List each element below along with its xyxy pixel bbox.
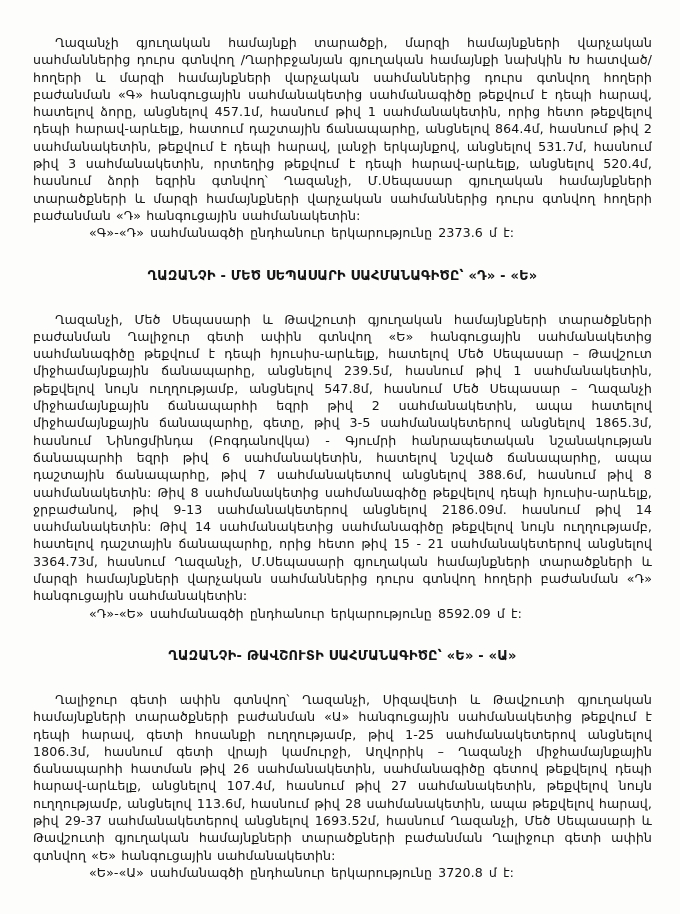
section-heading-ghazanchi-tavshut: ՂԱԶԱՆՉԻ- ԹԱՎՇՈՒՏԻ ՍԱՀՄԱՆԱԳԻԾԸ՝ «Ե» - «Ա» [168, 648, 517, 664]
paragraph-boundary-g-d: Ղազանչի գյուղական համայնքի տարածքի, մարզի համայնքների վարչական սահմաններից դուրս գտնվող /Ղարիբջանյան գյուղական համայնքի նախկին Խ հատված/ հողերի և մարզի համայնքների վարչական սահմաններից դուրս գտնվող հողերի բաժանման «Գ» հանգուցային սահմանակետից սահմանագիծը թեքվում է դեպի հարավ, հատելով ձորը, անցնելով 457.1մ, հասնում թիվ 1 սահմանակետին, որից հետո թեքվելով դեպի հարավ-արևելք, հատում դաշտային ճանապարհը, անցնելով 864.4մ, հասնում թիվ 2 սահմանակետին, թեքվում է դեպի հարավ, լանջի երկայնքով, անցնելով 531.7մ, հասնում թիվ 3 սահմանակետին, որտեղից թեքվում է դեպի հարավ-արևելք, անցնելով 520.4մ, հասնում ձորի եզրին գտնվող՝ Ղազանչի, Մ.Սեպասար գյուղական համայնքների տարածքների և մարզի համայնքների վարչական սահմաններից դուրս գտնվող հողերի բաժանման «Դ» հանգուցային սահմանակետին: [33, 35, 652, 223]
length-line-d-e: «Դ»-«Ե» սահմանագծի ընդհանուր երկարությունը 8592.09 մ է: [89, 605, 522, 621]
section-heading-ghazanchi-mets-sepasar: ՂԱԶԱՆՉԻ - ՄԵԾ ՍԵՊԱՍԱՐԻ ՍԱՀՄԱՆԱԳԻԾԸ՝ «Դ» - «Ե» [147, 268, 538, 284]
paragraph-boundary-e-a: Ղալիջուր գետի ափին գտնվող՝ Ղազանչի, Սիզավետի և Թավշուտի գյուղական համայնքների տարածքների բաժանման «Ա» հանգուցային սահմանակետից թեքվում է դեպի հարավ, գետի հոսանքի ուղղությամբ, թիվ 1-25 սահմանակետերով անցնելով 1806.3մ, հասնում գետի վրայի կամուրջի, Աղվորիկ – Ղազանչի միջհամայնքային ճանապարհի հատման թիվ 26 սահմանակետին, սահմանագիծը գետով թեքվելով դեպի հարավ-արևելք, անցնելով 107.4մ, հասնում թիվ 27 սահմանակետին, թեքվելով նույն ուղղությամբ, անցնելով 113.6մ, հասնում թիվ 28 սահմանակետին, ապա թեքվելով հարավ, թիվ 29-37 սահմանակետերով անցնելով 1693.52մ, հասնում Ղազանչի, Մեծ Սեպասարի և Թավշուտի գյուղական համայնքների տարածքների բաժանման Ղալիջուր գետի ափին գտնվող «Ե» հանգուցային սահմանակետին: [33, 691, 652, 863]
length-line-e-a: «Ե»-«Ա» սահմանագծի ընդհանուր երկարությունը 3720.8 մ է: [89, 864, 515, 880]
length-line-g-d: «Գ»-«Դ» սահմանագծի ընդհանուր երկարությունը 2373.6 մ է: [89, 225, 515, 241]
paragraph-boundary-d-e: Ղազանչի, Մեծ Սեպասարի և Թավշուտի գյուղական համայնքների տարածքների բաժանման Ղալիջուր գետի ափին գտնվող «Ե» հանգուցային սահմանակետից սահմանագիծը թեքվում է դեպի հյուսիս-արևելք, հատելով Մեծ Սեպասար – Թավշուտ միջհամայնքային ճանապարհը, անցնելով 239.5մ, հասնում թիվ 1 սահմանակետին, թեքվելով նույն ուղղությամբ, անցնելով 547.8մ, հասնում Մեծ Սեպասար – Ղազանչի միջհամայնքային ճանապարհի եզրի թիվ 2 սահմանակետին, ապա հատելով միջհամայնքային ճանապարհը, գետը, թիվ 3-5 սահմանակետերով անցնելով 1865.3մ, հասնում Նինոցմինդա (Բոգդանովկա) - Գյումրի հանրապետական նշանակության ճանապարհի եզրի թիվ 6 սահմանակետին, հատելով նշված ճանապարհը, ապա դաշտային ճանապարհը, թիվ 7 սահմանակետով անցնելով 388.6մ, հասնում թիվ 8 սահմանակետին: Թիվ 8 սահմանակետից սահմանագիծը թեքվելով դեպի հյուսիս-արևելք, ջրբաժանով, թիվ 9-13 սահմանակետերով անցնելով 2186.09մ. հասնում թիվ 14 սահմանակետին: Թիվ 14 սահմանակետից սահմանագիծը թեքվելով նույն ուղղությամբ, հատելով դաշտային ճանապարհը, որից հետո թիվ 15 - 21 սահմանակետերով անցնելով 3364.73մ, հասնում Ղազանչի, Մ.Սեպասարի գյուղական համայնքների տարածքների և մարզի համայնքների վարչական սահմաններից դուրս գտնվող հողերի բաժանման «Դ» հանգուցային սահմանակետին: [33, 311, 652, 604]
